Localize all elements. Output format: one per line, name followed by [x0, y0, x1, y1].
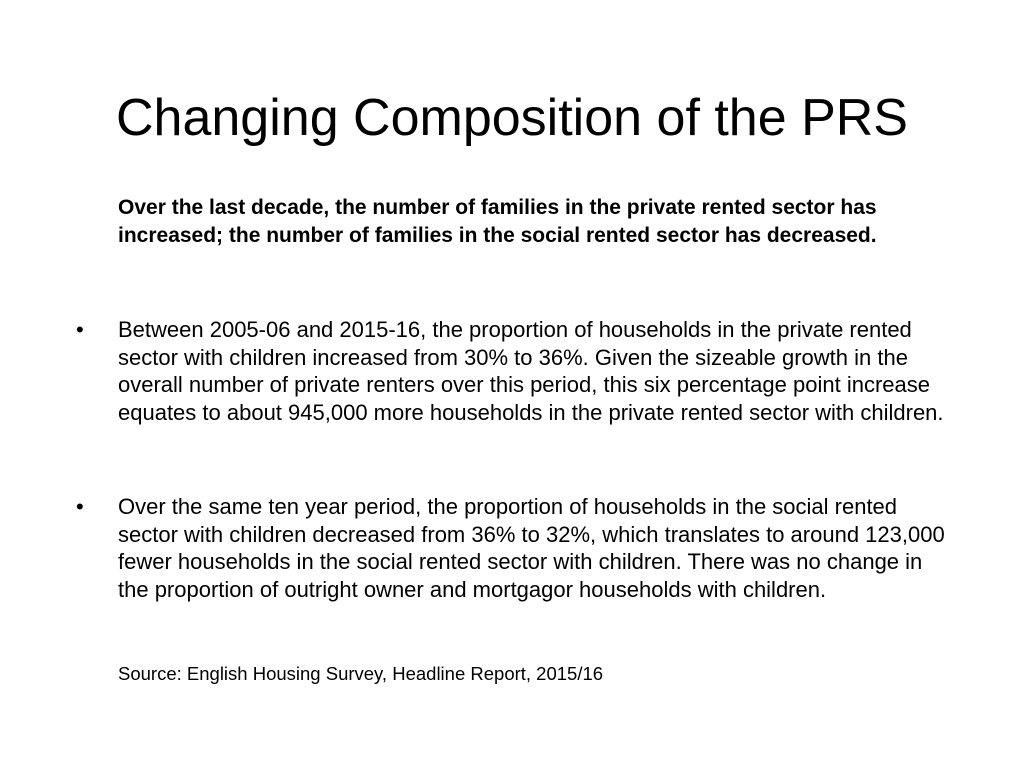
intro-text: Over the last decade, the number of families in the private rented sector has increased; the number of families in the social rented sector has decreased. [118, 196, 877, 247]
bullet-marker: • [76, 317, 84, 342]
source-note: Source: English Housing Survey, Headline Report, 2015/16 [118, 663, 604, 684]
bullet-text: Over the same ten year period, the proportion of households in the social rented sector with children decreased from 36% to 32%, which translates to around 123,000 fewer households in the social rented sector with children. There was no change in the proportion of outright owner and mortgagor households with children. [118, 494, 945, 602]
bullet-text: Between 2005-06 and 2015-16, the proportion of households in the private rented sector with children increased from 30% to 36%. Given the sizeable growth in the overall number of private renters over this period, this six percentage point increase equates to about 945,000 more households in the private rented sector with children. [118, 317, 944, 425]
bullet-marker: • [76, 494, 84, 519]
slide-title: Changing Composition of the PRS [115, 89, 908, 147]
